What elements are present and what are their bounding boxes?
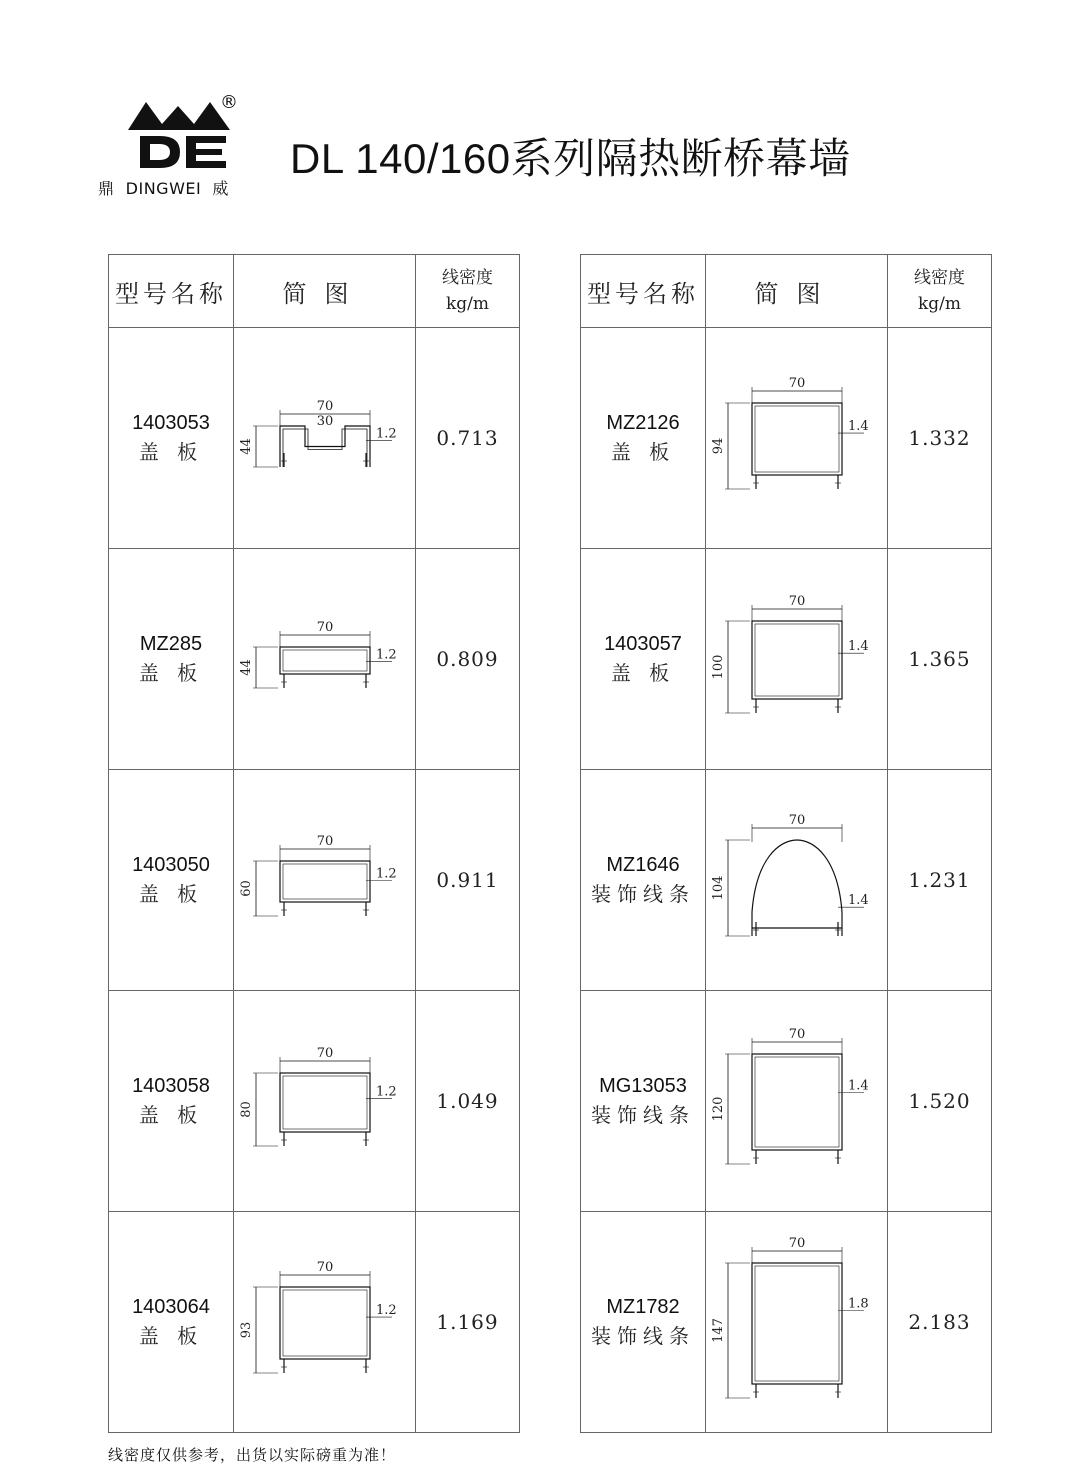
density-value: 1.231 [888,770,992,991]
profile-figure-cell [706,1212,888,1433]
model-description: 盖 板 [138,440,204,464]
thickness-label: 1.8 [847,1296,869,1312]
registered-mark: ® [220,92,238,113]
header-density [416,255,520,328]
table-header [109,255,520,328]
width-dimension-label: 70 [788,594,805,609]
height-dimension-label: 100 [710,654,726,680]
header-density-unit: kg/m [445,294,490,314]
header-density-unit: kg/m [917,294,962,314]
height-dimension-label: 44 [238,438,254,455]
model-cell [109,770,234,991]
profile-figure-cell [234,328,416,549]
density-value: 1.520 [888,991,992,1212]
density-value: 0.809 [416,549,520,770]
density-value: 2.183 [888,1212,992,1433]
profile-drawing [707,1213,887,1431]
profile-figure-cell [234,549,416,770]
profile-drawing [235,992,415,1210]
width-dimension-label: 70 [788,1236,805,1251]
profile-table-right [580,254,992,1433]
model-cell [581,770,706,991]
model-description: 装饰线条 [591,882,695,906]
page-title: DL 140/160系列隔热断桥幕墙 [290,135,851,182]
height-dimension-label: 60 [238,880,254,897]
thickness-label: 1.2 [375,426,397,442]
density-value: 1.169 [416,1212,520,1433]
model-description: 盖 板 [138,882,204,906]
model-description: 盖 板 [138,661,204,685]
model-cell [109,1212,234,1433]
profile-figure-cell [706,991,888,1212]
density-value: 0.911 [416,770,520,991]
table-row [581,770,992,991]
width-dimension-label: 70 [788,813,805,828]
profile-table-left [108,254,520,1433]
brand-logo [98,92,258,202]
model-cell [581,1212,706,1433]
model-code: MG13053 [599,1075,687,1097]
profile-figure-cell [706,549,888,770]
density-value: 1.365 [888,549,992,770]
model-cell [109,549,234,770]
height-dimension-label: 120 [710,1096,726,1122]
height-dimension-label: 94 [710,437,726,455]
model-description: 盖 板 [610,440,676,464]
profile-figure-cell [706,328,888,549]
height-dimension-label: 93 [238,1321,254,1339]
model-cell [581,549,706,770]
model-code: MZ1782 [606,1296,680,1318]
height-dimension-label: 80 [238,1101,254,1118]
table-header [581,255,992,328]
table-row [109,991,520,1212]
header-density-label: 线密度 [442,268,493,288]
thickness-label: 1.4 [847,639,869,655]
profile-drawing [707,992,887,1210]
table-row [109,549,520,770]
profile-drawing [235,329,415,547]
profile-drawing [235,550,415,768]
profile-drawing [707,550,887,768]
height-dimension-label: 104 [710,875,726,901]
model-description: 装饰线条 [591,1103,695,1127]
height-dimension-label: 147 [710,1318,726,1343]
profile-drawing [235,1213,415,1431]
model-code: MZ285 [139,633,203,655]
model-description: 盖 板 [138,1324,204,1348]
model-description: 装饰线条 [591,1324,695,1348]
height-dimension-label: 44 [238,659,254,676]
profile-figure-cell [706,770,888,991]
model-code: MZ1646 [606,854,680,876]
model-cell [109,991,234,1212]
density-value: 1.332 [888,328,992,549]
model-code: 1403064 [132,1296,210,1318]
header-density [888,255,992,328]
table-row [109,1212,520,1433]
model-description: 盖 板 [610,661,676,685]
table-row [581,549,992,770]
model-code: 1403058 [132,1075,210,1097]
thickness-label: 1.2 [375,1084,397,1100]
table-row [109,770,520,991]
width-dimension-label: 70 [788,1027,805,1042]
width-dimension-label: 70 [316,1046,333,1061]
profile-figure-cell [234,1212,416,1433]
profile-figure-cell [234,770,416,991]
density-value: 0.713 [416,328,520,549]
table-row [581,991,992,1212]
model-code: 1403053 [132,412,210,434]
footnote: 线密度仅供参考，出货以实际磅重为准！ [108,1446,397,1464]
thickness-label: 1.2 [375,647,397,663]
table-row [581,1212,992,1433]
profile-drawing [707,329,887,547]
width-dimension-label: 70 [788,376,805,391]
model-cell [109,328,234,549]
header-figure: 简图 [234,255,416,328]
model-code: 1403057 [604,633,682,655]
profile-figure-cell [234,991,416,1212]
header-density-label: 线密度 [914,268,965,288]
width-dimension-label: 70 [316,399,333,414]
header-figure: 简图 [706,255,888,328]
model-cell [581,991,706,1212]
thickness-label: 1.4 [847,893,869,909]
model-cell [581,328,706,549]
profile-drawing [235,771,415,989]
thickness-label: 1.4 [847,419,869,435]
thickness-label: 1.2 [375,1303,397,1319]
header-name: 型号名称 [581,255,706,328]
table-row [581,328,992,549]
width-dimension-label: 70 [316,620,333,635]
width-dimension-label: 70 [316,1260,333,1275]
thickness-label: 1.4 [847,1078,869,1094]
model-description: 盖 板 [138,1103,204,1127]
header-name: 型号名称 [109,255,234,328]
inner-width-label: 30 [316,414,333,429]
profile-drawing [707,771,887,989]
model-code: 1403050 [132,854,210,876]
width-dimension-label: 70 [316,834,333,849]
model-code: MZ2126 [606,412,680,434]
thickness-label: 1.2 [375,866,397,882]
density-value: 1.049 [416,991,520,1212]
table-row [109,328,520,549]
brand-name: 鼎 DINGWEI 威 [98,179,229,198]
